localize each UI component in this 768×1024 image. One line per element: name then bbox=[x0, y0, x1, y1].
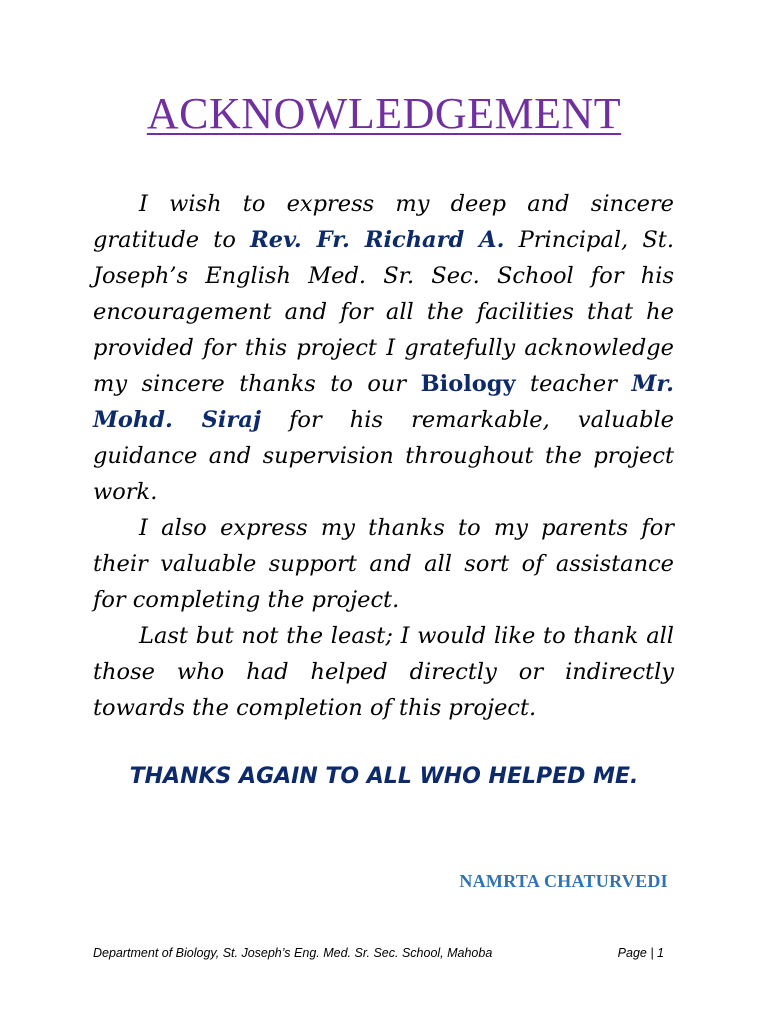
subject-name: Biology bbox=[420, 371, 516, 397]
paragraph-2: I also express my thanks to my parents for their valuable support and all sort of assistance for completing the project. bbox=[93, 515, 674, 613]
author-signature: NAMRTA CHATURVEDI bbox=[459, 871, 668, 891]
paragraph-1-text-d: for his remarkable, valuable guidance and supervision throughout the project work. bbox=[93, 407, 675, 505]
footer-page-number: Page | 1 bbox=[617, 946, 664, 960]
paragraph-1-text-c: teacher bbox=[515, 371, 632, 397]
paragraph-1 bbox=[93, 186, 674, 510]
teacher-name: Mr. Mohd. Siraj bbox=[93, 371, 674, 433]
paragraph-3: Last but not the least; I would like to thank all those who had helped directly or indirectly towards the completion of this project. bbox=[93, 623, 674, 721]
page-title: ACKNOWLEDGEMENT bbox=[146, 89, 622, 138]
principal-name: Rev. Fr. Richard A. bbox=[250, 227, 505, 253]
acknowledgement-body bbox=[93, 186, 674, 726]
paragraph-1-text-a: I wish to express my deep and sincere gratitude to bbox=[93, 191, 674, 253]
footer-department: Department of Biology, St. Joseph’s Eng. Med. Sr. Sec. School, Mahoba bbox=[93, 946, 493, 960]
paragraph-1-text-b: Principal, St. Joseph’s English Med. Sr. Sec. School for his encouragement and for all the facilities that he provided for this project I gratefully acknowledge my sincere thanks to our bbox=[93, 227, 674, 397]
closing-thanks: THANKS AGAIN TO ALL WHO HELPED ME. bbox=[129, 764, 639, 789]
